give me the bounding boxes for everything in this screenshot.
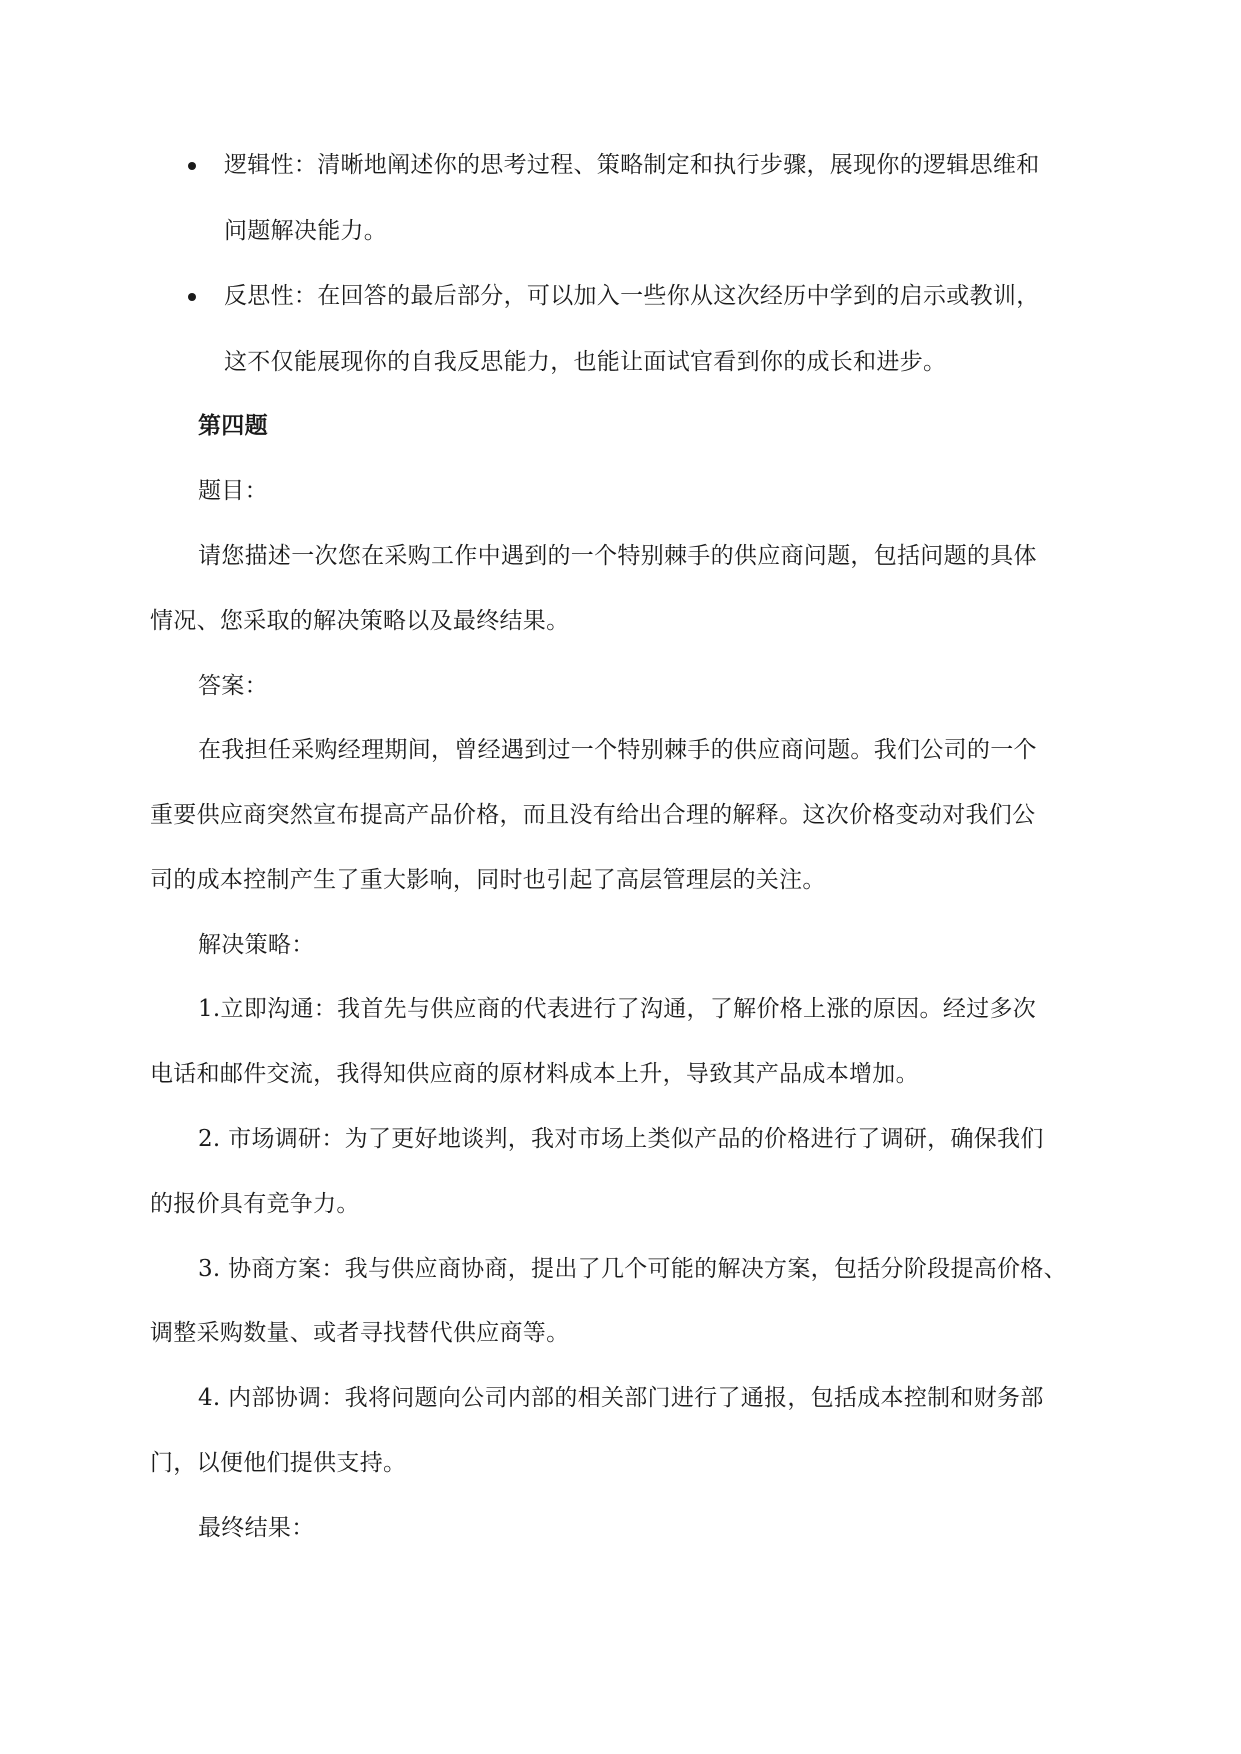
question-line-2: 情况、您采取的解决策略以及最终结果。 <box>150 608 570 634</box>
step-4-line-2: 门，以便他们提供支持。 <box>150 1450 407 1476</box>
question-label: 题目： <box>198 478 268 504</box>
answer-line-3: 司的成本控制产生了重大影响，同时也引起了高层管理层的关注。 <box>150 867 826 893</box>
answer-label: 答案： <box>198 673 268 699</box>
step-2-line-1: 2. 市场调研：为了更好地谈判，我对市场上类似产品的价格进行了调研，确保我们 <box>198 1126 1044 1152</box>
result-label: 最终结果： <box>198 1515 315 1541</box>
bullet-1-line-1: 逻辑性：清晰地阐述你的思考过程、策略制定和执行步骤，展现你的逻辑思维和 <box>224 152 1040 178</box>
question-line-1: 请您描述一次您在采购工作中遇到的一个特别棘手的供应商问题，包括问题的具体 <box>198 543 1037 569</box>
step-3-line-2: 调整采购数量、或者寻找替代供应商等。 <box>150 1320 570 1346</box>
step-1-line-1: 1.立即沟通：我首先与供应商的代表进行了沟通，了解价格上涨的原因。经过多次 <box>198 996 1037 1022</box>
strategy-label: 解决策略： <box>198 932 315 958</box>
bullet-1-line-2: 问题解决能力。 <box>224 218 388 244</box>
bullet-dot-icon <box>188 293 196 301</box>
answer-line-1: 在我担任采购经理期间，曾经遇到过一个特别棘手的供应商问题。我们公司的一个 <box>198 737 1037 763</box>
step-3-line-1: 3. 协商方案：我与供应商协商，提出了几个可能的解决方案，包括分阶段提高价格、 <box>198 1256 1067 1282</box>
step-1-line-2: 电话和邮件交流，我得知供应商的原材料成本上升，导致其产品成本增加。 <box>150 1061 919 1087</box>
bullet-2-line-1: 反思性：在回答的最后部分，可以加入一些你从这次经历中学到的启示或教训， <box>224 283 1040 309</box>
step-4-line-1: 4. 内部协调：我将问题向公司内部的相关部门进行了通报，包括成本控制和财务部 <box>198 1385 1044 1411</box>
answer-line-2: 重要供应商突然宣布提高产品价格，而且没有给出合理的解释。这次价格变动对我们公 <box>150 802 1036 828</box>
bullet-2-line-2: 这不仅能展现你的自我反思能力，也能让面试官看到你的成长和进步。 <box>224 349 947 375</box>
step-2-line-2: 的报价具有竞争力。 <box>150 1191 360 1217</box>
bullet-dot-icon <box>188 162 196 170</box>
section-title: 第四题 <box>198 412 268 439</box>
